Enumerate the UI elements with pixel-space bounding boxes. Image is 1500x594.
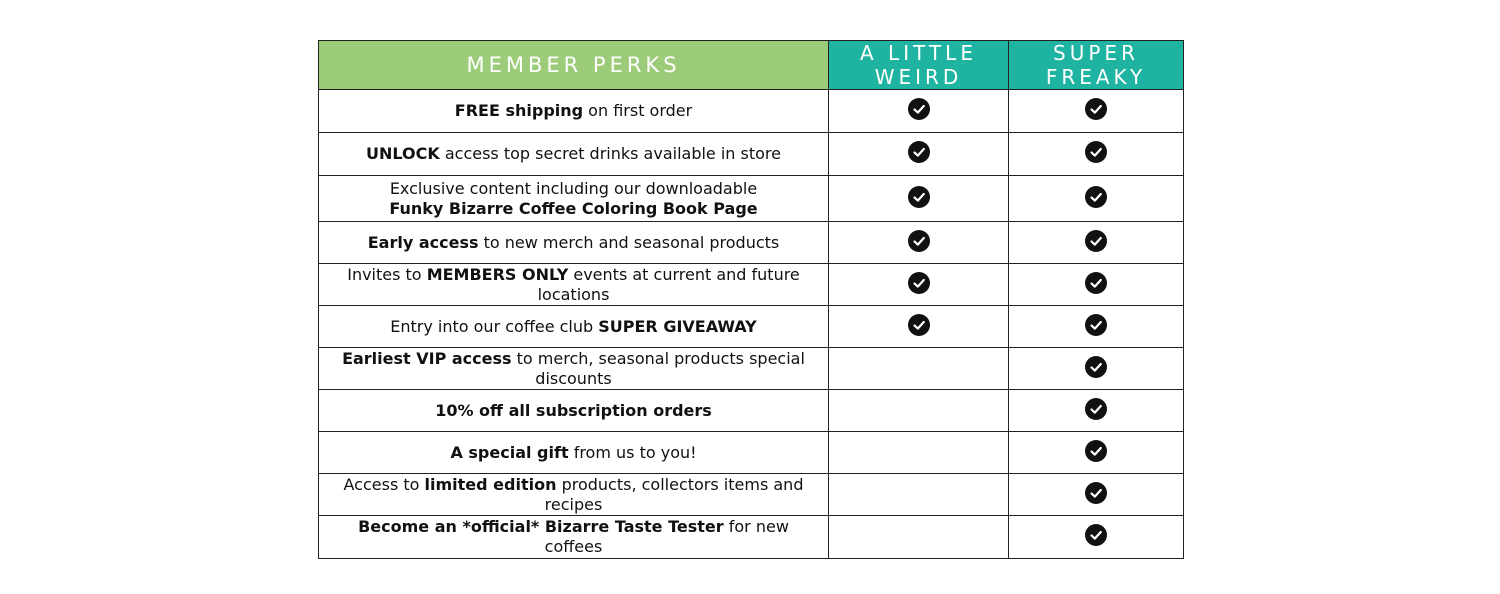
perk-description (319, 348, 829, 390)
perk-row (319, 222, 1184, 264)
perk-description (319, 390, 829, 432)
perk-text-bold: Become an *official* Bizarre Taste Tester (358, 517, 724, 536)
perk-text: for new coffees (544, 517, 789, 556)
check-circle-icon (1085, 230, 1107, 252)
perk-text: Exclusive content including our downloadable (389, 178, 758, 198)
header-row (319, 41, 1184, 90)
a-little-weird-cell (829, 222, 1009, 264)
check-circle-icon (908, 186, 930, 208)
perk-description (319, 133, 829, 176)
a-little-weird-cell (829, 432, 1009, 474)
super-freaky-cell (1009, 348, 1184, 390)
a-little-weird-cell (829, 348, 1009, 390)
a-little-weird-cell (829, 176, 1009, 222)
perk-text: events at current and future locations (537, 264, 800, 304)
super-freaky-cell (1009, 90, 1184, 133)
check-circle-icon (1085, 272, 1107, 294)
perk-description (319, 222, 829, 264)
perk-row (319, 264, 1184, 306)
perk-description (319, 432, 829, 474)
perk-text-bold: Funky Bizarre Coffee Coloring Book Page (389, 198, 758, 218)
perk-text-bold: Early access (367, 232, 479, 252)
perk-description (319, 264, 829, 306)
perk-text-bold: MEMBERS ONLY (426, 264, 569, 284)
check-circle-icon (1085, 314, 1107, 336)
perk-text-bold: limited edition (424, 474, 557, 494)
perk-description (319, 516, 829, 559)
perk-text: Access to (343, 474, 425, 494)
perk-text-bold: UNLOCK (366, 144, 440, 163)
a-little-weird-cell (829, 306, 1009, 348)
a-little-weird-cell (829, 516, 1009, 559)
check-circle-icon (1085, 524, 1107, 546)
check-circle-icon (908, 230, 930, 252)
perk-row (319, 90, 1184, 133)
perk-row (319, 474, 1184, 516)
check-circle-icon (908, 314, 930, 336)
check-circle-icon (1085, 141, 1107, 163)
perk-row (319, 133, 1184, 176)
perk-text: access top secret drinks available in store (439, 144, 781, 163)
super-freaky-cell (1009, 306, 1184, 348)
a-little-weird-cell (829, 90, 1009, 133)
perk-row (319, 348, 1184, 390)
member-perks-header: MEMBER PERKS (319, 41, 829, 90)
check-circle-icon (908, 141, 930, 163)
perk-description (319, 306, 829, 348)
check-circle-icon (1085, 482, 1107, 504)
perk-text: to merch, seasonal products special discounts (511, 348, 805, 388)
perk-text-bold: Earliest VIP access (342, 348, 512, 368)
perk-text-bold: 10% off all subscription orders (435, 400, 712, 420)
perk-text: products, collectors items and recipes (544, 474, 804, 514)
check-circle-icon (908, 98, 930, 120)
perk-text-bold: A special gift (450, 442, 569, 462)
perk-text: from us to you! (568, 442, 697, 462)
perk-text: to new merch and seasonal products (478, 232, 780, 252)
check-circle-icon (908, 272, 930, 294)
perk-row (319, 432, 1184, 474)
check-circle-icon (1085, 186, 1107, 208)
super-freaky-cell (1009, 264, 1184, 306)
perk-row (319, 516, 1184, 559)
a-little-weird-cell (829, 474, 1009, 516)
super-freaky-cell (1009, 516, 1184, 559)
a-little-weird-cell (829, 133, 1009, 176)
check-circle-icon (1085, 98, 1107, 120)
tier-super-freaky-header: SUPER FREAKY (1009, 41, 1184, 90)
a-little-weird-cell (829, 264, 1009, 306)
perk-description (319, 176, 829, 222)
tier-a-little-weird-header: A LITTLE WEIRD (829, 41, 1009, 90)
perk-row (319, 390, 1184, 432)
perk-text: Invites to (347, 264, 427, 284)
super-freaky-cell (1009, 390, 1184, 432)
super-freaky-cell (1009, 222, 1184, 264)
super-freaky-cell (1009, 474, 1184, 516)
perk-text: Entry into our coffee club (390, 316, 599, 336)
perk-description (319, 90, 829, 133)
perk-text-bold: FREE shipping (454, 101, 584, 120)
check-circle-icon (1085, 398, 1107, 420)
perk-row (319, 306, 1184, 348)
perk-text-bold: SUPER GIVEAWAY (598, 316, 757, 336)
perk-description (319, 474, 829, 516)
member-perks-table (318, 40, 1184, 559)
super-freaky-cell (1009, 133, 1184, 176)
a-little-weird-cell (829, 390, 1009, 432)
perk-rows (319, 90, 1184, 559)
perk-row (319, 176, 1184, 222)
check-circle-icon (1085, 440, 1107, 462)
check-circle-icon (1085, 356, 1107, 378)
perk-text: on first order (583, 101, 693, 120)
super-freaky-cell (1009, 176, 1184, 222)
super-freaky-cell (1009, 432, 1184, 474)
